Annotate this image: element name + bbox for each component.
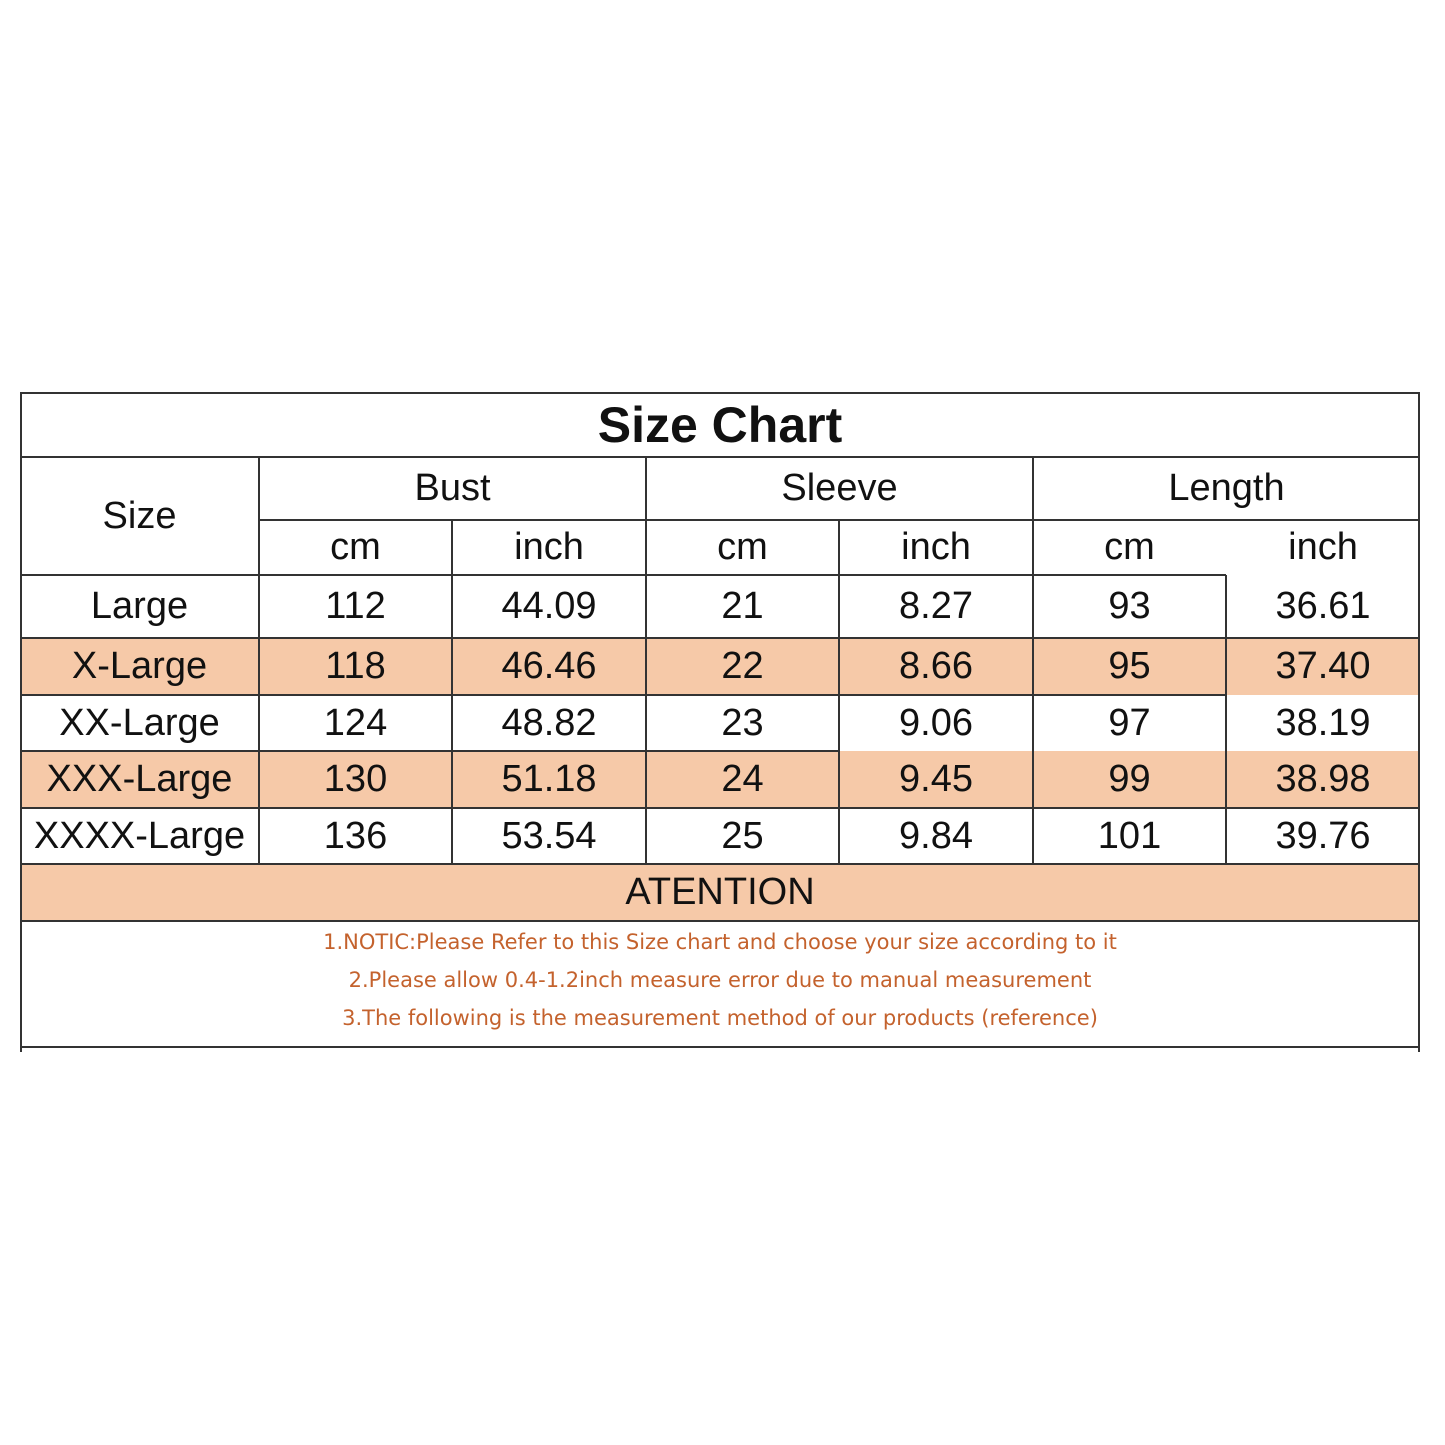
grid-line (20, 392, 22, 1052)
size-label: Large (90, 585, 189, 627)
table-cell: 53.54 (501, 814, 597, 857)
table-cell: 39.76 (1275, 814, 1371, 857)
grid-line (451, 520, 453, 864)
table-cell: 38.19 (1275, 701, 1371, 744)
table-cell: 9.84 (899, 814, 973, 857)
sleeve-header: Sleeve (781, 467, 898, 509)
grid-line (20, 807, 1420, 809)
table-cell: 24 (721, 758, 764, 800)
attention-heading: ATENTION (625, 871, 815, 913)
grid-line (838, 520, 840, 864)
grid-line (20, 863, 1420, 865)
table-cell: 93 (1108, 585, 1151, 627)
grid-line (20, 694, 1226, 696)
table-cell: 51.18 (501, 758, 597, 800)
unit-header: inch (1288, 526, 1358, 568)
grid-line (1418, 392, 1420, 1052)
table-cell: 46.46 (501, 645, 597, 687)
grid-line (20, 920, 1420, 922)
table-cell: 21 (721, 585, 764, 627)
bust-header: Bust (414, 467, 491, 509)
table-cell: 97 (1108, 701, 1151, 744)
grid-line (645, 457, 647, 864)
length-header: Length (1168, 467, 1285, 509)
grid-line (20, 1046, 1420, 1048)
size-label: X-Large (71, 645, 208, 687)
grid-line (20, 750, 839, 752)
grid-line (20, 392, 1420, 394)
table-cell: 9.06 (899, 701, 973, 744)
size-label: XXX-Large (46, 758, 233, 800)
unit-header: cm (717, 526, 768, 568)
note-line: 3.The following is the measurement method of our products (reference) (342, 1006, 1098, 1030)
size-chart-table (20, 392, 1420, 1052)
table-cell: 9.45 (899, 758, 973, 800)
table-cell: 136 (323, 814, 388, 857)
table-cell: 99 (1108, 758, 1151, 800)
table-cell: 112 (325, 585, 386, 627)
table-cell: 101 (1097, 814, 1162, 857)
size-header: Size (102, 494, 177, 537)
unit-header: cm (1104, 526, 1155, 568)
note-line: 1.NOTIC:Please Refer to this Size chart and choose your size according to it (323, 930, 1117, 954)
table-cell: 118 (325, 645, 386, 687)
table-cell: 37.40 (1275, 645, 1371, 687)
grid-line (258, 457, 260, 864)
table-cell: 44.09 (501, 585, 597, 627)
table-cell: 95 (1108, 645, 1151, 687)
chart-title: Size Chart (597, 396, 843, 453)
grid-line (20, 456, 1420, 458)
table-cell: 23 (721, 701, 764, 744)
table-cell: 130 (323, 758, 388, 800)
grid-line (1225, 575, 1227, 864)
size-label: XX-Large (59, 701, 220, 744)
table-cell: 8.27 (899, 585, 973, 627)
table-cell: 48.82 (501, 701, 597, 744)
table-cell: 8.66 (899, 645, 973, 687)
unit-header: inch (901, 526, 971, 568)
note-line: 2.Please allow 0.4-1.2inch measure error due to manual measurement (348, 968, 1092, 992)
grid-line (1032, 457, 1034, 864)
unit-header: cm (330, 526, 381, 568)
unit-header: inch (514, 526, 584, 568)
table-cell: 25 (721, 814, 764, 857)
table-cell: 36.61 (1275, 585, 1371, 627)
table-cell: 124 (323, 701, 388, 744)
table-cell: 38.98 (1275, 758, 1371, 800)
table-cell: 22 (721, 645, 764, 687)
grid-line (20, 637, 1420, 639)
size-label: XXXX-Large (33, 814, 246, 857)
grid-line (20, 574, 1226, 576)
